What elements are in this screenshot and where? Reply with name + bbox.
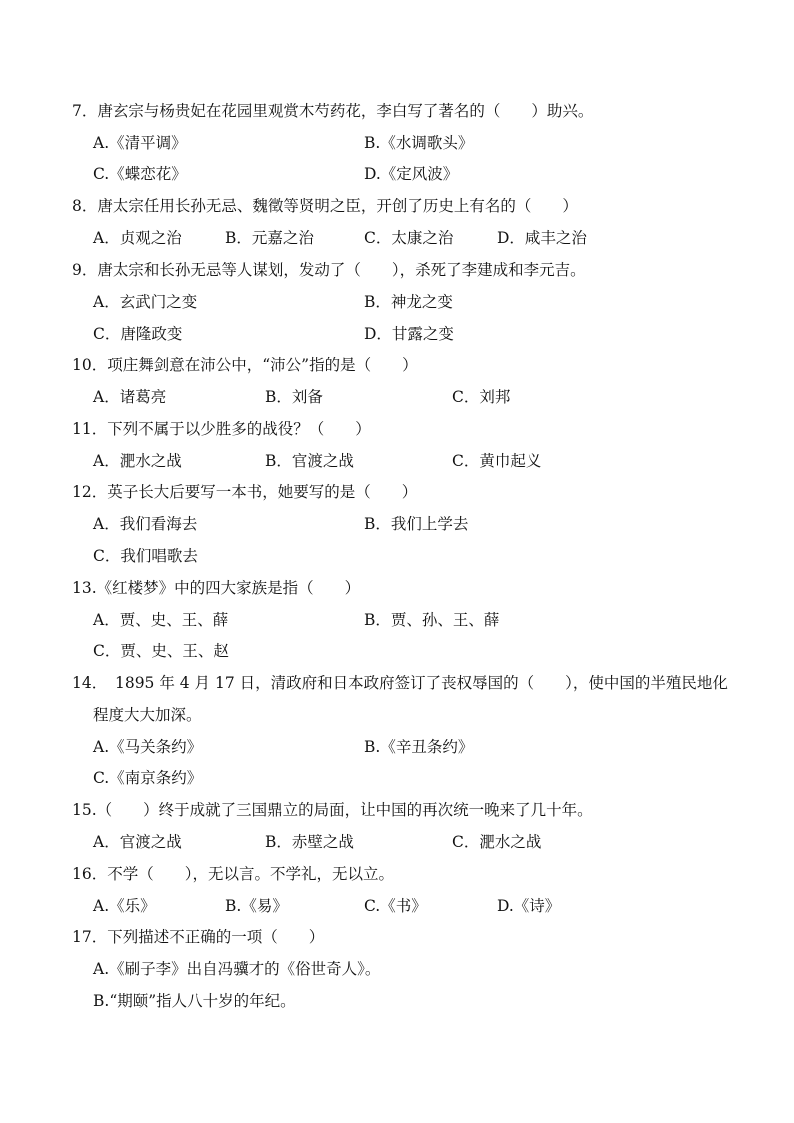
question-17-option-b: B.“期颐”指人八十岁的年纪。 xyxy=(93,992,296,1010)
question-11-option-b: B．官渡之战 xyxy=(265,452,354,470)
question-15-option-b: B．赤壁之战 xyxy=(265,833,354,851)
question-8-option-d: D．咸丰之治 xyxy=(497,229,587,247)
question-8-option-c: C．太康之治 xyxy=(364,229,454,247)
question-9-option-a: A．玄武门之变 xyxy=(93,293,198,311)
question-14-option-a: A.《马关条约》 xyxy=(93,738,203,756)
question-12-stem: 12．英子长大后要写一本书，她要写的是（ ） xyxy=(72,483,418,501)
question-16-option-d: D.《诗》 xyxy=(497,897,561,915)
question-16-option-c: C.《书》 xyxy=(364,897,427,915)
question-8-option-b: B．元嘉之治 xyxy=(225,229,314,247)
question-13-option-b: B．贾、孙、王、薛 xyxy=(364,611,500,629)
question-15-stem: 15.（ ）终于成就了三国鼎立的局面，让中国的再次统一晚来了几十年。 xyxy=(72,801,593,819)
question-10-option-b: B．刘备 xyxy=(265,388,323,406)
question-16-option-a: A.《乐》 xyxy=(93,897,156,915)
question-14-option-c: C.《南京条约》 xyxy=(93,769,203,787)
question-17-option-a: A.《刷子李》出自冯骥才的《俗世奇人》。 xyxy=(93,960,381,978)
question-10-option-a: A．诸葛亮 xyxy=(93,388,167,406)
question-14-stem-continuation: 程度大大加深。 xyxy=(93,706,202,724)
question-8-option-a: A．贞观之治 xyxy=(93,229,182,247)
question-7-option-c: C.《蝶恋花》 xyxy=(93,165,187,183)
question-12-option-b: B．我们上学去 xyxy=(364,515,469,533)
question-7-option-b: B.《水调歌头》 xyxy=(364,134,474,152)
question-17-stem: 17．下列描述不正确的一项（ ） xyxy=(72,928,325,946)
question-9-stem: 9．唐太宗和长孙无忌等人谋划，发动了（ ），杀死了李建成和李元吉。 xyxy=(72,261,586,279)
question-16-option-b: B.《易》 xyxy=(225,897,288,915)
question-9-option-b: B．神龙之变 xyxy=(364,293,453,311)
question-15-option-a: A．官渡之战 xyxy=(93,833,182,851)
question-11-stem: 11．下列不属于以少胜多的战役？（ ） xyxy=(72,420,371,438)
question-16-stem: 16．不学（ ），无以言。不学礼，无以立。 xyxy=(72,865,394,883)
question-12-option-c: C．我们唱歌去 xyxy=(93,547,198,565)
question-7-stem: 7．唐玄宗与杨贵妃在花园里观赏木芍药花，李白写了著名的（ ）助兴。 xyxy=(72,102,594,120)
question-9-option-c: C．唐隆政变 xyxy=(93,325,183,343)
question-11-option-a: A．淝水之战 xyxy=(93,452,182,470)
question-9-option-d: D．甘露之变 xyxy=(364,325,454,343)
question-14-stem: 14． 1895 年 4 月 17 日，清政府和日本政府签订了丧权辱国的（ ），使中国的半殖民地化 xyxy=(72,674,728,692)
question-7-option-d: D.《定风波》 xyxy=(364,165,459,183)
question-10-option-c: C．刘邦 xyxy=(452,388,511,406)
question-13-option-a: A．贾、史、王、薛 xyxy=(93,611,229,629)
question-13-option-c: C．贾、史、王、赵 xyxy=(93,642,229,660)
question-14-option-b: B.《辛丑条约》 xyxy=(364,738,474,756)
question-15-option-c: C．淝水之战 xyxy=(452,833,542,851)
question-7-option-a: A.《清平调》 xyxy=(93,134,187,152)
question-10-stem: 10．项庄舞剑意在沛公中，“沛公”指的是（ ） xyxy=(72,356,418,374)
question-8-stem: 8．唐太宗任用长孙无忌、魏徵等贤明之臣，开创了历史上有名的（ ） xyxy=(72,197,578,215)
question-11-option-c: C．黄巾起义 xyxy=(452,452,542,470)
question-13-stem: 13.《红楼梦》中的四大家族是指（ ） xyxy=(72,579,361,597)
question-12-option-a: A．我们看海去 xyxy=(93,515,198,533)
